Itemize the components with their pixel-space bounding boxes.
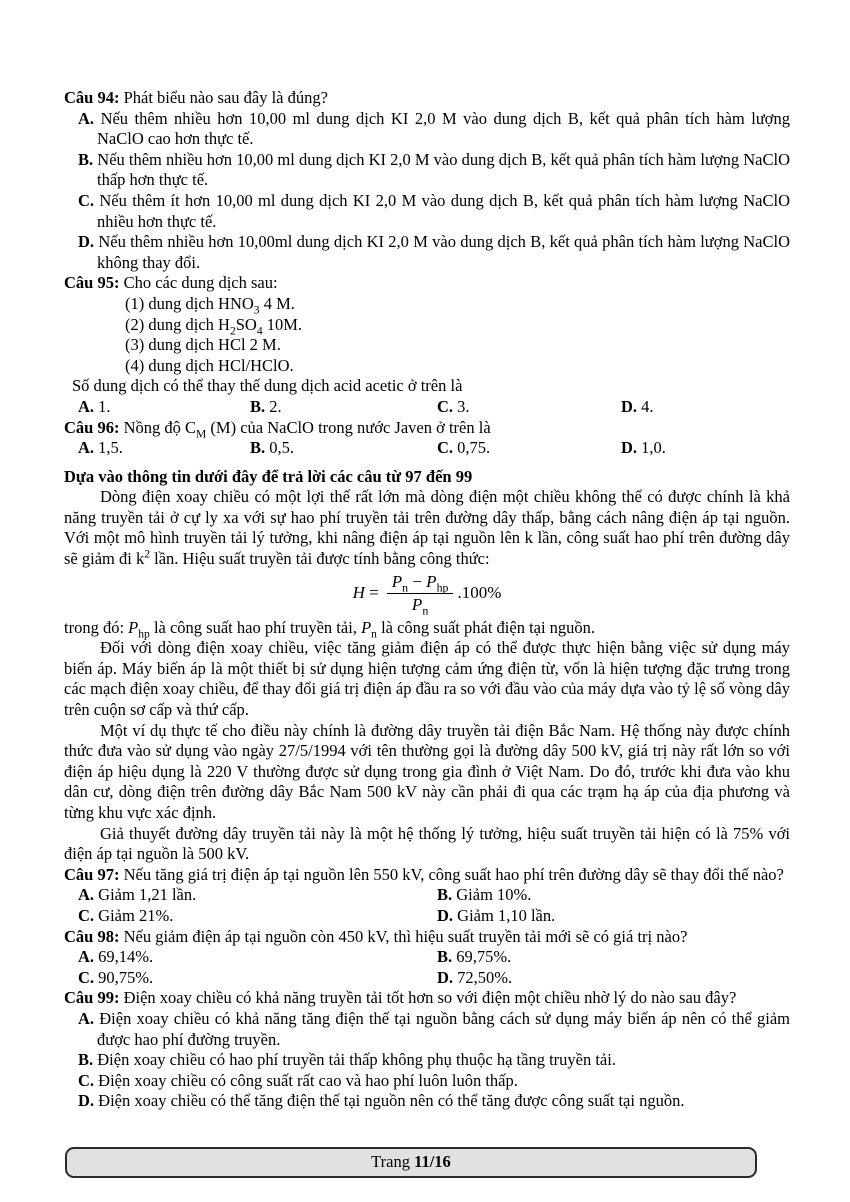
- option-letter: A.: [78, 438, 95, 458]
- question-97-text: Nếu tăng giá trị điện áp tại nguồn lên 550 kV, công suất hao phí trên đường dây sẽ thay đổi thế nào?: [123, 864, 784, 884]
- option-letter: A.: [78, 108, 95, 128]
- option-text: Nếu thêm ít hơn 10,00 ml dung dịch KI 2,0 M vào dung dịch B, kết quả phân tích hàm lượng NaClO nhiều hơn thực tế.: [97, 190, 790, 231]
- question-98-option-a: [78, 947, 437, 968]
- question-98-answers-row-2: [64, 968, 790, 989]
- question-98-option-b: [437, 947, 790, 968]
- question-95-option-a: [78, 397, 250, 418]
- question-97-stem: [64, 865, 790, 886]
- option-letter: D.: [78, 1091, 95, 1111]
- formula-denominator: $P_n$: [411, 595, 429, 618]
- option-text: Điện xoay chiều có hao phí truyền tải thấp không phụ thuộc hạ tầng truyền tải.: [97, 1050, 616, 1070]
- question-94-option-a: [78, 108, 791, 150]
- question-95-option-d: [621, 397, 790, 418]
- option-letter: A.: [78, 396, 95, 416]
- question-98-text: Nếu giảm điện áp tại nguồn còn 450 kV, thì hiệu suất truyền tải mới sẽ có giá trị nào?: [123, 926, 688, 946]
- question-98-number: Câu 98:: [64, 926, 120, 946]
- option-text: Nếu thêm nhiều hơn 10,00 ml dung dịch KI 2,0 M vào dung dịch B, kết quả phân tích hàm lượng NaClO cao hơn thực tế.: [97, 108, 791, 149]
- option-text: 1,0.: [641, 438, 666, 458]
- question-94-text: Phát biểu nào sau đây là đúng?: [123, 88, 328, 107]
- formula-fraction: [387, 572, 454, 616]
- question-95-stem: [64, 273, 790, 294]
- option-text: Giảm 21%.: [98, 905, 174, 925]
- option-text: Điện xoay chiều có thể tăng điện thế tại nguồn nên có thể tăng được công suất tại nguồn.: [98, 1091, 685, 1111]
- question-95-text: Cho các dung dịch sau:: [123, 273, 278, 293]
- question-95-option-b: [250, 397, 437, 418]
- question-97-option-d: [437, 906, 790, 927]
- question-94-option-c: [78, 190, 790, 232]
- option-text: 2.: [269, 396, 282, 416]
- formula-transmission-efficiency: [64, 570, 790, 618]
- option-text: 1.: [98, 396, 111, 416]
- passage-paragraph-2: trong đó: $P_{hp}$ là công suất hao phí truyền tải, $P_n$ là công suất phát điện tại nguồn.: [64, 617, 596, 640]
- page-content: [64, 88, 790, 1112]
- passage-paragraph-4: Một ví dụ thực tế cho điều này chính là đường dây truyền tải điện Bắc Nam. Hệ thống này được chính thức đưa vào sử dụng vào ngày 27/5/1994 với tên thường gọi là đường dây 500 kV, giá trị này rất lớn so với điện áp hiệu dụng là 220 V thường được sử dụng trong gia đình ở Việt Nam. Do đó, trước khi đưa vào khu dân cư, dòng điện trên đường dây Bắc Nam 500 kV này cần phải đi qua các trạm hạ áp của địa phương và từng khu vực xác định.: [64, 720, 790, 822]
- question-96-answers: [64, 438, 790, 459]
- question-99-option-d: [78, 1091, 790, 1112]
- solution-list-item-3: (3) dung dịch HCl 2 M.: [125, 335, 281, 355]
- question-95-number: Câu 95:: [64, 273, 120, 293]
- option-letter: C.: [78, 905, 95, 925]
- option-letter: C.: [437, 396, 454, 416]
- question-99-text: Điện xoay chiều có khả năng truyền tải tốt hơn so với điện một chiều nhờ lý do nào sau đây?: [123, 988, 737, 1008]
- question-96-number: Câu 96:: [64, 417, 120, 437]
- footer-label: Trang: [371, 1152, 410, 1172]
- passage-paragraph-5: Giả thuyết đường dây truyền tải này là một hệ thống lý tưởng, hiệu suất truyền tải hiện có là 75% với điện áp tại nguồn là 500 kV.: [64, 823, 790, 864]
- option-text: Nếu thêm nhiều hơn 10,00ml dung dịch KI 2,0 M vào dung dịch B, kết quả phân tích hàm lượng NaClO không thay đổi.: [97, 232, 790, 272]
- question-96-option-b: [250, 438, 437, 459]
- option-text: 3.: [457, 396, 470, 416]
- option-letter: A.: [78, 885, 95, 905]
- option-text: Nếu thêm nhiều hơn 10,00 ml dung dịch KI 2,0 M vào dung dịch B, kết quả phân tích hàm lượng NaClO thấp hơn thực tế.: [97, 149, 791, 190]
- question-98-option-d: [437, 968, 790, 989]
- option-text: 69,14%.: [98, 947, 154, 967]
- question-94-option-b: [78, 149, 791, 191]
- question-97-option-c: [78, 906, 437, 927]
- formula-numerator: $P_n - P_{hp}$: [387, 572, 454, 595]
- option-letter: A.: [78, 1008, 95, 1028]
- question-96-text: Nồng độ $C_M$ (M) của NaClO trong nước Javen ở trên là: [123, 417, 491, 440]
- question-95-option-c: [437, 397, 621, 418]
- question-97-number: Câu 97:: [64, 864, 120, 884]
- question-99-number: Câu 99:: [64, 988, 120, 1008]
- option-letter: C.: [78, 967, 95, 987]
- option-letter: B.: [250, 396, 266, 416]
- option-text: 4.: [641, 396, 654, 416]
- passage-paragraph-1: Dòng điện xoay chiều có một lợi thế rất lớn mà dòng điện một chiều không thể có được chính là khả năng truyền tải ở cự ly xa với sự hao phí truyền tải trên đường dây thấp, bằng cách nâng điện áp tại nguồn. Với một mô hình truyền tải lý tưởng, khi nâng điện áp tại nguồn lên k lần, công suất hao phí trên đường dây sẽ giảm đi $k^2$ lần. Hiệu suất truyền tải được tính bằng công thức:: [64, 487, 790, 569]
- question-99-option-a: [78, 1008, 790, 1050]
- option-letter: B.: [78, 149, 94, 169]
- question-98-option-c: [78, 968, 437, 989]
- question-97-option-b: [437, 885, 790, 906]
- question-97-answers-row-1: [64, 885, 790, 906]
- option-letter: D.: [621, 396, 638, 416]
- option-text: Điện xoay chiều có công suất rất cao và hao phí luôn luôn thấp.: [98, 1070, 518, 1090]
- option-text: 90,75%.: [98, 967, 154, 987]
- option-letter: B.: [250, 438, 266, 458]
- question-97-answers-row-2: [64, 906, 790, 927]
- question-96-option-d: [621, 438, 790, 459]
- option-text: Giảm 1,10 lần.: [457, 905, 556, 925]
- question-99-option-c: [78, 1070, 790, 1092]
- question-98-answers-row-1: [64, 947, 790, 968]
- question-94-stem: [64, 88, 790, 109]
- footer-page-number: 11/16: [414, 1152, 451, 1172]
- option-text: 1,5.: [98, 438, 123, 458]
- option-letter: B.: [78, 1050, 94, 1070]
- option-letter: C.: [78, 190, 95, 210]
- option-letter: D.: [437, 967, 454, 987]
- page-footer: [65, 1147, 757, 1178]
- option-text: Giảm 1,21 lần.: [98, 885, 197, 905]
- option-letter: B.: [437, 947, 453, 967]
- question-96-option-c: [437, 438, 621, 459]
- question-96-option-a: [78, 438, 250, 459]
- solution-list-item-4: (4) dung dịch HCl/HClO.: [125, 355, 294, 375]
- formula-suffix: .100%: [457, 583, 502, 603]
- question-99-option-b: [78, 1050, 790, 1071]
- option-letter: D.: [78, 232, 95, 252]
- option-text: 72,50%.: [457, 967, 513, 987]
- option-text: 69,75%.: [456, 947, 512, 967]
- option-letter: C.: [437, 438, 454, 458]
- option-letter: A.: [78, 947, 95, 967]
- question-99-stem: [64, 988, 790, 1009]
- option-letter: D.: [437, 905, 454, 925]
- question-94-option-d: [78, 232, 790, 273]
- option-text: Điện xoay chiều có khả năng tăng điện thế tại nguồn bằng cách sử dụng máy biến áp nên có thể giảm được hao phí đường truyền.: [97, 1008, 790, 1049]
- option-text: 0,5.: [269, 438, 295, 458]
- option-letter: B.: [437, 885, 453, 905]
- option-letter: C.: [78, 1070, 95, 1090]
- option-letter: D.: [621, 438, 638, 458]
- option-text: Giảm 10%.: [456, 885, 532, 905]
- question-98-stem: [64, 927, 790, 948]
- question-96-stem: [64, 418, 790, 439]
- section-header: Dựa vào thông tin dưới đây để trả lời các câu từ 97 đến 99: [64, 466, 473, 486]
- solution-list-item-1: (1) dung dịch $HNO_3$ 4 M.: [125, 293, 295, 317]
- question-95-closing: Số dung dịch có thể thay thế dung dịch acid acetic ở trên là: [72, 376, 463, 396]
- formula-lhs: H =: [352, 583, 379, 603]
- option-text: 0,75.: [457, 438, 491, 458]
- question-95-answers: [64, 397, 790, 418]
- passage-paragraph-3: Đối với dòng điện xoay chiều, việc tăng giảm điện áp có thể được thực hiện bằng việc sử dụng máy biến áp. Máy biến áp là một thiết bị sử dụng hiện tượng cảm ứng điện từ, vốn là hiện tượng đặc trưng trong các mạch điện xoay chiều, để thay đổi giá trị điện áp đầu ra so với đầu vào của máy dựa vào tỷ lệ số vòng dây trên cuộn sơ cấp và thứ cấp.: [64, 638, 790, 720]
- question-97-option-a: [78, 885, 437, 906]
- question-94-number: Câu 94:: [64, 88, 120, 107]
- solution-list-item-2: (2) dung dịch $H_2SO_4$ 10M.: [125, 314, 303, 337]
